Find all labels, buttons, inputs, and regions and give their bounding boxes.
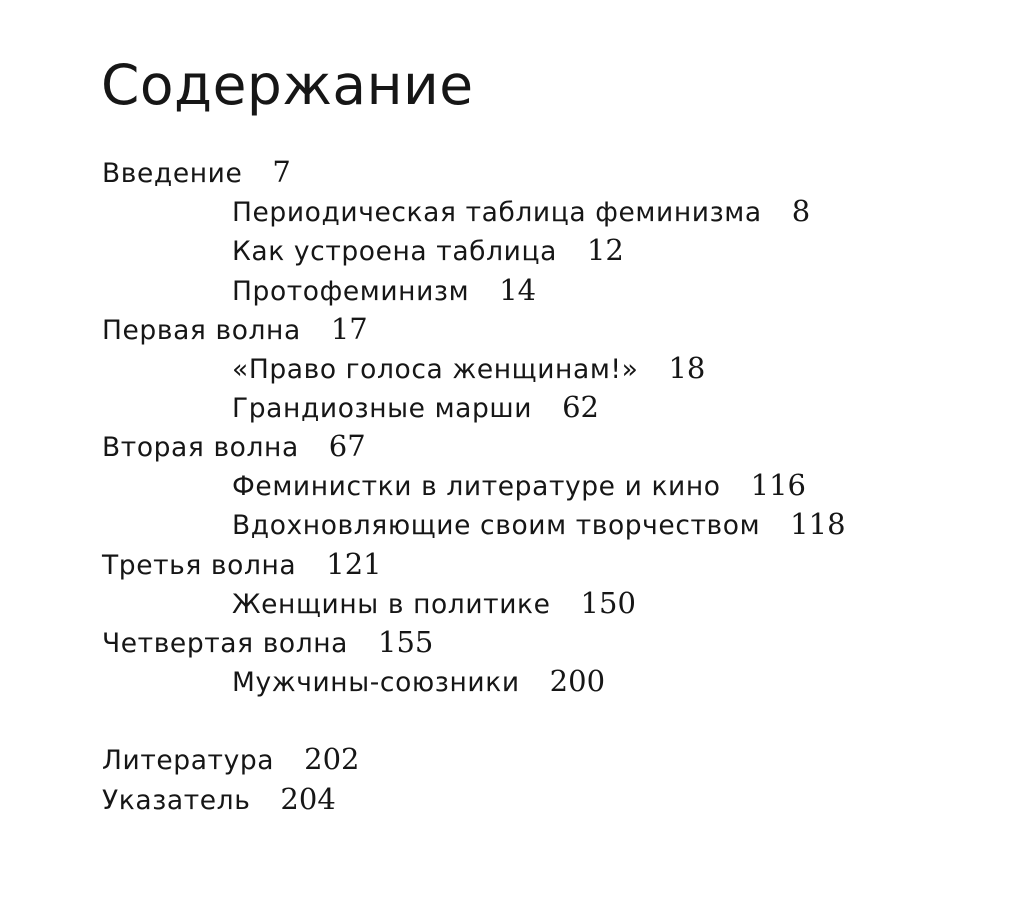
toc-entry-label: Протофеминизм [232,276,470,307]
toc-entry-page: 17 [330,312,368,346]
toc-entry-literature-and-film[interactable] [232,465,806,505]
toc-entry-page: 150 [580,586,636,620]
toc-entry-label: Вторая волна [102,432,299,463]
toc-entry-page: 118 [790,507,846,541]
toc-entry-fourth-wave[interactable] [102,622,433,662]
toc-entry-page: 116 [750,468,806,502]
toc-entry-male-allies[interactable] [232,661,605,701]
toc-entry-page: 67 [328,429,366,463]
toc-entry-first-wave[interactable] [102,309,368,349]
toc-entry-table-structure[interactable] [232,230,624,270]
toc-entry-label: Женщины в политике [232,589,551,620]
toc-entry-label: Введение [102,158,243,189]
toc-entry-label: «Право голоса женщинам!» [232,354,639,385]
toc-entry-page: 7 [272,155,291,189]
toc-entry-introduction[interactable] [102,152,291,192]
toc-entry-label: Как устроена таблица [232,236,557,267]
toc-entry-label: Феминистки в литературе и кино [232,471,721,502]
toc-entry-page: 8 [791,194,811,228]
toc-entry-second-wave[interactable] [102,426,366,466]
toc-entry-label: Грандиозные марши [232,393,533,424]
toc-entry-page: 204 [280,782,336,816]
toc-entry-label: Вдохновляющие своим творчеством [232,510,761,541]
toc-entry-grand-marches[interactable] [232,387,599,427]
toc-entry-inspiring-work[interactable] [232,504,846,544]
toc-entry-page: 200 [549,664,606,698]
toc-entry-third-wave[interactable] [102,544,382,584]
toc-entry-protofeminism[interactable] [232,270,536,310]
toc-entry-page: 62 [562,390,600,424]
toc-entry-page: 202 [304,742,360,776]
toc-entry-page: 155 [378,625,434,659]
toc-entry-voting-rights[interactable] [232,348,705,388]
toc-entry-label: Четвертая волна [102,628,349,659]
toc-entry-page: 12 [586,233,624,267]
toc-entry-index[interactable] [102,779,336,819]
page-title: Содержание [101,53,474,117]
toc-entry-label: Указатель [102,785,251,816]
toc-entry-page: 14 [499,273,537,307]
toc-entry-label: Периодическая таблица феминизма [232,197,762,228]
toc-entry-label: Мужчины-союзники [232,667,520,698]
toc-entry-page: 121 [326,547,382,581]
toc-entry-label: Литература [102,745,275,776]
toc-entry-periodic-table[interactable] [232,191,810,231]
toc-entry-label: Третья волна [102,550,297,581]
toc-entry-label: Первая волна [102,315,301,346]
toc-entry-page: 18 [668,351,706,385]
toc-entry-bibliography[interactable] [102,739,360,779]
toc-entry-women-in-politics[interactable] [232,583,636,623]
